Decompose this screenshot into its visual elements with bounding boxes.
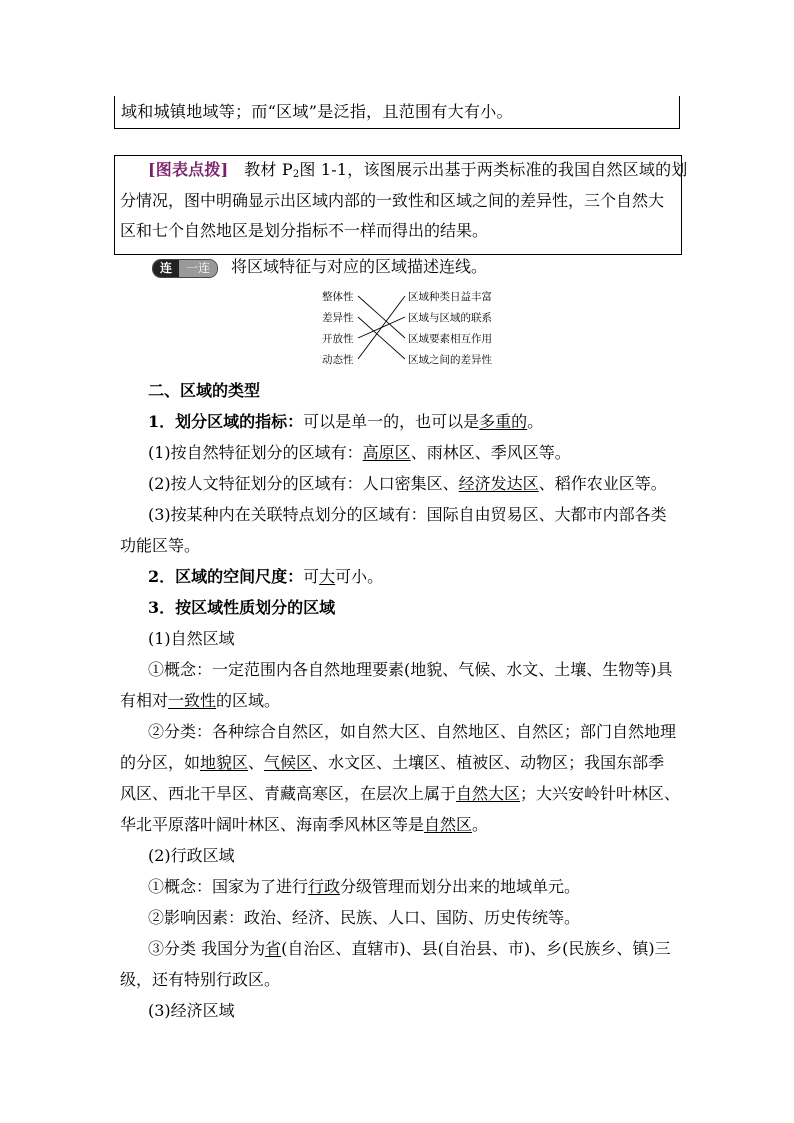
underlined-answer: 高原区 <box>362 443 411 462</box>
para-10: (2)行政区域 <box>148 846 235 865</box>
chart-hint-text-a: 教材 P <box>244 160 293 179</box>
right-item-4: 区域之间的差异性 <box>408 354 492 366</box>
underlined-answer: 自然区 <box>424 815 473 834</box>
badge-right-label: 一连 <box>179 260 217 277</box>
matching-diagram <box>318 287 518 371</box>
chart-hint-text-b: 图 1-1，该图展示出基于两类标准的我国自然区域的划 <box>299 160 688 179</box>
para-4-line-1: (3)按某种内在关联特点划分的区域有：国际自由贸易区、大都市内部各类 <box>148 505 667 524</box>
connector-line-1 <box>358 296 405 338</box>
underlined-answer: 省 <box>265 939 282 958</box>
para-12: ②影响因素：政治、经济、民族、人口、国防、历史传统等。 <box>148 908 581 927</box>
top-box-text: 域和城镇地域等；而“区域”是泛指，且范围有大有小。 <box>121 102 513 121</box>
para-13-line-1: ③分类 我国分为省(自治区、直辖市)、县(自治县、市)、乡(民族乡、镇)三 <box>148 939 671 958</box>
underlined-answer: 经济发达区 <box>458 474 539 493</box>
chart-hint-line-2: 分情况，图中明确显示出区域内部的一致性和区域之间的差异性，三个自然大 <box>120 191 665 210</box>
para-9-line-1: ②分类：各种综合自然区，如自然大区、自然地区、自然区；部门自然地理 <box>148 722 677 741</box>
left-item-4: 动态性 <box>322 354 354 366</box>
underlined-answer: 气候区 <box>264 753 313 772</box>
underlined-answer: 地貌区 <box>200 753 249 772</box>
right-item-3: 区域要素相互作用 <box>408 333 492 345</box>
para-11: ①概念：国家为了进行行政分级管理而划分出来的地域单元。 <box>148 877 581 896</box>
para-3: (2)按人文特征划分的区域有：人口密集区、经济发达区、稻作农业区等。 <box>148 474 667 493</box>
para-9-line-2: 的分区，如地貌区、气候区、水文区、土壤区、植被区、动物区；我国东部季 <box>120 753 665 772</box>
right-item-1: 区域种类日益丰富 <box>408 291 492 303</box>
para-14: (3)经济区域 <box>148 1001 235 1020</box>
right-item-2: 区域与区域的联系 <box>408 312 492 324</box>
para-7: (1)自然区域 <box>148 629 235 648</box>
para-13-line-2: 级，还有特别行政区。 <box>120 970 281 989</box>
connector-line-4 <box>358 296 405 359</box>
para-1: 1．划分区域的指标：可以是单一的，也可以是多重的。 <box>148 412 544 431</box>
para-6: 3．按区域性质划分的区域 <box>148 598 336 617</box>
underlined-answer: 一致性 <box>168 691 217 710</box>
para-5-label: 2．区域的空间尺度： <box>148 567 304 586</box>
exercise-instruction: 将区域特征与对应的区域描述连线。 <box>231 257 488 276</box>
para-1-label: 1．划分区域的指标： <box>148 412 304 431</box>
para-8-line-1: ①概念：一定范围内各自然地理要素(地貌、气候、水文、土壤、生物等)具 <box>148 660 673 679</box>
para-9-line-3: 风区、西北干旱区、青藏高寒区，在层次上属于自然大区；大兴安岭针叶林区、 <box>120 784 681 803</box>
chart-hint-line-3: 区和七个自然地区是划分指标不一样而得出的结果。 <box>120 221 489 240</box>
para-5: 2．区域的空间尺度：可大可小。 <box>148 567 384 586</box>
left-item-1: 整体性 <box>322 291 354 303</box>
para-4-line-2: 功能区等。 <box>120 536 201 555</box>
chart-hint-subscript: 2 <box>292 169 300 180</box>
connector-line-2 <box>358 317 405 359</box>
para-9-line-4: 华北平原落叶阔叶林区、海南季风林区等是自然区。 <box>120 815 489 834</box>
underlined-answer: 大 <box>319 567 336 586</box>
top-text-box <box>114 96 680 129</box>
underlined-answer: 行政 <box>308 877 341 896</box>
para-8-line-2: 有相对一致性的区域。 <box>120 691 281 710</box>
underlined-answer: 自然大区 <box>456 784 521 803</box>
underlined-answer: 多重的 <box>479 412 528 431</box>
left-item-2: 差异性 <box>322 312 354 324</box>
chart-hint-tag: [图表点拨] <box>148 160 229 179</box>
badge-left-label: 连 <box>153 260 179 277</box>
left-item-3: 开放性 <box>322 333 354 345</box>
chart-hint-line-1 <box>148 160 687 185</box>
section-heading: 二、区域的类型 <box>148 381 261 400</box>
exercise-badge <box>152 259 218 278</box>
para-2: (1)按自然特征划分的区域有：高原区、雨林区、季风区等。 <box>148 443 571 462</box>
